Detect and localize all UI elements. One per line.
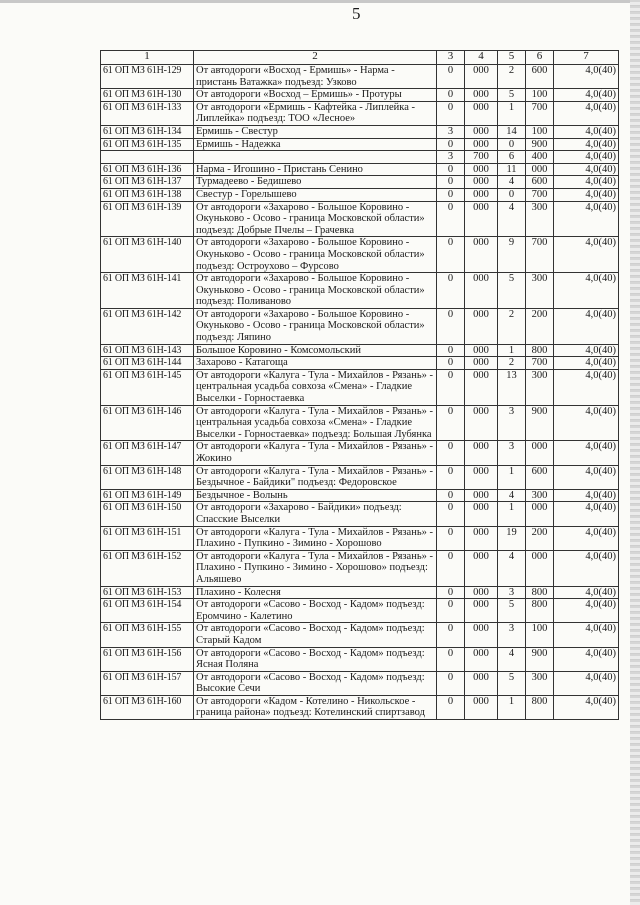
table-row [101,441,619,465]
col5-cell: 4 [498,201,526,237]
col4-cell: 000 [465,188,498,201]
col3-cell: 0 [437,369,465,405]
col5-cell: 1 [498,465,526,489]
table-row [101,405,619,441]
col6-cell: 800 [526,599,554,623]
col5-cell: 3 [498,623,526,647]
category-cell: 4,0(40) [554,163,619,176]
col5-cell: 5 [498,273,526,309]
col4-cell: 000 [465,273,498,309]
category-cell: 4,0(40) [554,369,619,405]
col6-cell: 300 [526,369,554,405]
road-code-cell: 61 ОП МЗ 61Н-154 [101,599,194,623]
col4-cell: 000 [465,101,498,125]
col5-cell: 14 [498,125,526,138]
col6-cell: 800 [526,586,554,599]
table-row [101,65,619,89]
category-cell: 4,0(40) [554,647,619,671]
category-cell: 4,0(40) [554,237,619,273]
col3-cell: 0 [437,586,465,599]
col6-cell: 600 [526,176,554,189]
col4-cell: 000 [465,489,498,502]
road-code-cell: 61 ОП МЗ 61Н-133 [101,101,194,125]
col6-cell: 900 [526,138,554,151]
table-row [101,273,619,309]
col3-cell: 0 [437,273,465,309]
road-code-cell: 61 ОП МЗ 61Н-141 [101,273,194,309]
col3-cell: 0 [437,465,465,489]
road-name-cell: От автодороги «Восход - Ермишь» - Нарма - пристань Ватажка» подъезд: Узково [194,65,437,89]
col6-cell: 600 [526,65,554,89]
road-name-cell: Большое Коровино - Комсомольский [194,344,437,357]
col3-cell: 0 [437,65,465,89]
col5-cell: 4 [498,647,526,671]
col5-cell: 1 [498,502,526,526]
col4-cell: 700 [465,151,498,164]
col3-cell: 0 [437,550,465,586]
category-cell: 4,0(40) [554,441,619,465]
table-row [101,502,619,526]
col3-cell: 0 [437,405,465,441]
table-body [101,65,619,720]
road-code-cell: 61 ОП МЗ 61Н-138 [101,188,194,201]
scan-right-edge [630,0,640,905]
col3-cell: 0 [437,441,465,465]
road-code-cell: 61 ОП МЗ 61Н-135 [101,138,194,151]
table-row [101,465,619,489]
category-cell: 4,0(40) [554,138,619,151]
category-cell: 4,0(40) [554,550,619,586]
table-row [101,151,619,164]
road-name-cell: От автодороги «Захарово - Большое Коровино - Окуньково - Осово - граница Московской области» подъезд: Добрые Пчелы – Грачевка [194,201,437,237]
category-cell: 4,0(40) [554,101,619,125]
col3-cell: 0 [437,308,465,344]
road-code-cell: 61 ОП МЗ 61Н-148 [101,465,194,489]
scan-top-edge [0,0,640,3]
col5-cell: 3 [498,441,526,465]
col3-cell: 0 [437,502,465,526]
col3-cell: 0 [437,89,465,102]
col3-cell: 0 [437,357,465,370]
col3-cell: 0 [437,526,465,550]
table-row [101,344,619,357]
category-cell: 4,0(40) [554,308,619,344]
col4-cell: 000 [465,526,498,550]
col4-cell: 000 [465,176,498,189]
road-code-cell: 61 ОП МЗ 61Н-145 [101,369,194,405]
road-code-cell: 61 ОП МЗ 61Н-134 [101,125,194,138]
road-name-cell: Ермишь - Свестур [194,125,437,138]
col3-cell: 0 [437,671,465,695]
col6-cell: 100 [526,125,554,138]
col6-cell: 200 [526,308,554,344]
col4-cell: 000 [465,138,498,151]
col3-cell: 0 [437,489,465,502]
category-cell: 4,0(40) [554,599,619,623]
col6-cell: 000 [526,163,554,176]
col4-cell: 000 [465,125,498,138]
col5-cell: 4 [498,489,526,502]
col6-cell: 900 [526,405,554,441]
road-name-cell: От автодороги «Калуга - Тула - Михайлов - Рязань» - Плахино - Пупкино - Зимино - Хорошово» подъезд: Альяшево [194,550,437,586]
column-header: 5 [498,51,526,65]
col5-cell: 11 [498,163,526,176]
table-row [101,237,619,273]
col6-cell: 300 [526,489,554,502]
col6-cell: 300 [526,671,554,695]
road-name-cell: От автодороги «Калуга - Тула - Михайлов - Рязань» - центральная усадьба совхоза «Смена» - Гладкие Выселки - Горностаевка» подъезд: Большая Лубянка [194,405,437,441]
table-row [101,489,619,502]
road-code-cell: 61 ОП МЗ 61Н-149 [101,489,194,502]
col4-cell: 000 [465,695,498,719]
col4-cell: 000 [465,647,498,671]
col3-cell: 0 [437,201,465,237]
col3-cell: 0 [437,695,465,719]
category-cell: 4,0(40) [554,405,619,441]
road-name-cell: От автодороги «Сасово - Восход - Кадом» подъезд: Высокие Сечи [194,671,437,695]
road-name-cell: От автодороги «Калуга - Тула - Михайлов - Рязань» - центральная усадьба совхоза «Смена» - Гладкие Выселки - Горностаевка [194,369,437,405]
col3-cell: 0 [437,163,465,176]
col4-cell: 000 [465,369,498,405]
col5-cell: 4 [498,550,526,586]
category-cell: 4,0(40) [554,151,619,164]
road-name-cell: От автодороги «Сасово - Восход - Кадом» подъезд: Старый Кадом [194,623,437,647]
col3-cell: 0 [437,344,465,357]
road-name-cell: Захарово - Катагоща [194,357,437,370]
road-code-cell: 61 ОП МЗ 61Н-155 [101,623,194,647]
category-cell: 4,0(40) [554,176,619,189]
col4-cell: 000 [465,550,498,586]
col6-cell: 000 [526,441,554,465]
col6-cell: 100 [526,89,554,102]
col5-cell: 13 [498,369,526,405]
road-name-cell: Бездычное - Волынь [194,489,437,502]
road-code-cell: 61 ОП МЗ 61Н-151 [101,526,194,550]
col5-cell: 1 [498,344,526,357]
road-name-cell [194,151,437,164]
road-name-cell: От автодороги «Сасово - Восход - Кадом» подъезд: Ясная Поляна [194,647,437,671]
col6-cell: 800 [526,344,554,357]
table-row [101,526,619,550]
category-cell: 4,0(40) [554,344,619,357]
category-cell: 4,0(40) [554,201,619,237]
col5-cell: 1 [498,101,526,125]
category-cell: 4,0(40) [554,188,619,201]
road-name-cell: От автодороги «Захарово - Большое Коровино - Окуньково - Осово - граница Московской области» подъезд: Остроухово – Фурсово [194,237,437,273]
road-code-cell: 61 ОП МЗ 61Н-144 [101,357,194,370]
col3-cell: 0 [437,138,465,151]
category-cell: 4,0(40) [554,273,619,309]
col6-cell: 200 [526,526,554,550]
col6-cell: 800 [526,695,554,719]
road-code-cell: 61 ОП МЗ 61Н-137 [101,176,194,189]
col6-cell: 300 [526,201,554,237]
col5-cell: 19 [498,526,526,550]
table-row [101,671,619,695]
table-row [101,586,619,599]
column-header: 7 [554,51,619,65]
road-name-cell: Нарма - Игошино - Пристань Сенино [194,163,437,176]
column-header: 4 [465,51,498,65]
roads-table [100,50,619,720]
col3-cell: 0 [437,176,465,189]
col3-cell: 0 [437,647,465,671]
col4-cell: 000 [465,344,498,357]
col5-cell: 3 [498,586,526,599]
col4-cell: 000 [465,671,498,695]
category-cell: 4,0(40) [554,357,619,370]
table-row [101,101,619,125]
road-name-cell: От автодороги «Калуга - Тула - Михайлов - Рязань» - Бездычное - Байдики" подъезд: Федоровское [194,465,437,489]
road-code-cell: 61 ОП МЗ 61Н-146 [101,405,194,441]
road-name-cell: От автодороги «Захарово - Байдики» подъезд: Спасские Выселки [194,502,437,526]
table-row [101,138,619,151]
col4-cell: 000 [465,89,498,102]
col5-cell: 1 [498,695,526,719]
category-cell: 4,0(40) [554,526,619,550]
col4-cell: 000 [465,65,498,89]
road-code-cell: 61 ОП МЗ 61Н-136 [101,163,194,176]
road-name-cell: Ермишь - Надежка [194,138,437,151]
col6-cell: 000 [526,550,554,586]
table-row [101,176,619,189]
table-row [101,357,619,370]
road-code-cell: 61 ОП МЗ 61Н-130 [101,89,194,102]
col6-cell: 400 [526,151,554,164]
table-row [101,308,619,344]
column-header: 2 [194,51,437,65]
road-name-cell: Свестур - Горелышево [194,188,437,201]
col3-cell: 0 [437,599,465,623]
road-name-cell: От автодороги «Калуга - Тула - Михайлов - Рязань» - Плахино - Пупкино - Зимино - Хорошово [194,526,437,550]
col4-cell: 000 [465,163,498,176]
table-row [101,89,619,102]
road-code-cell: 61 ОП МЗ 61Н-152 [101,550,194,586]
road-code-cell: 61 ОП МЗ 61Н-140 [101,237,194,273]
road-name-cell: Плахино - Колесня [194,586,437,599]
col5-cell: 0 [498,188,526,201]
page-number: 5 [352,4,361,23]
road-code-cell [101,151,194,164]
category-cell: 4,0(40) [554,65,619,89]
category-cell: 4,0(40) [554,489,619,502]
col6-cell: 000 [526,502,554,526]
category-cell: 4,0(40) [554,465,619,489]
road-name-cell: От автодороги «Калуга - Тула - Михайлов - Рязань» - Жокино [194,441,437,465]
road-name-cell: От автодороги «Восход – Ермишь» - Протуры [194,89,437,102]
road-code-cell: 61 ОП МЗ 61Н-150 [101,502,194,526]
col5-cell: 6 [498,151,526,164]
table-row [101,695,619,719]
col4-cell: 000 [465,599,498,623]
category-cell: 4,0(40) [554,623,619,647]
col6-cell: 600 [526,465,554,489]
road-name-cell: От автодороги «Ермишь - Кафтейка - Липлейка - Липлейка» подъезд: ТОО «Лесное» [194,101,437,125]
col4-cell: 000 [465,308,498,344]
col3-cell: 0 [437,188,465,201]
table-row [101,599,619,623]
road-code-cell: 61 ОП МЗ 61Н-157 [101,671,194,695]
table-row [101,647,619,671]
col4-cell: 000 [465,441,498,465]
table-row [101,369,619,405]
road-code-cell: 61 ОП МЗ 61Н-129 [101,65,194,89]
category-cell: 4,0(40) [554,89,619,102]
road-name-cell: От автодороги «Захарово - Большое Коровино - Окуньково - Осово - граница Московской области» подъезд: Поливаново [194,273,437,309]
col3-cell: 0 [437,623,465,647]
category-cell: 4,0(40) [554,695,619,719]
col4-cell: 000 [465,237,498,273]
category-cell: 4,0(40) [554,671,619,695]
road-name-cell: Турмадеево - Бедишево [194,176,437,189]
road-code-cell: 61 ОП МЗ 61Н-156 [101,647,194,671]
category-cell: 4,0(40) [554,125,619,138]
col3-cell: 3 [437,151,465,164]
col5-cell: 2 [498,308,526,344]
col3-cell: 3 [437,125,465,138]
col3-cell: 0 [437,101,465,125]
col6-cell: 700 [526,188,554,201]
col5-cell: 5 [498,671,526,695]
col5-cell: 5 [498,89,526,102]
col5-cell: 9 [498,237,526,273]
road-name-cell: От автодороги «Захарово - Большое Коровино - Окуньково - Осово - граница Московской области» подъезд: Ляпино [194,308,437,344]
table-row [101,550,619,586]
category-cell: 4,0(40) [554,502,619,526]
road-code-cell: 61 ОП МЗ 61Н-139 [101,201,194,237]
col4-cell: 000 [465,502,498,526]
column-header: 1 [101,51,194,65]
category-cell: 4,0(40) [554,586,619,599]
col4-cell: 000 [465,586,498,599]
road-code-cell: 61 ОП МЗ 61Н-142 [101,308,194,344]
road-code-cell: 61 ОП МЗ 61Н-153 [101,586,194,599]
table-row [101,201,619,237]
col6-cell: 700 [526,237,554,273]
col4-cell: 000 [465,405,498,441]
table-row [101,188,619,201]
road-name-cell: От автодороги «Сасово - Восход - Кадом» подъезд: Еромчино - Калетино [194,599,437,623]
col4-cell: 000 [465,623,498,647]
col5-cell: 2 [498,357,526,370]
road-code-cell: 61 ОП МЗ 61Н-160 [101,695,194,719]
table-row [101,125,619,138]
col4-cell: 000 [465,201,498,237]
col6-cell: 700 [526,101,554,125]
table-header-row [101,51,619,65]
table-row [101,623,619,647]
col6-cell: 700 [526,357,554,370]
col6-cell: 900 [526,647,554,671]
table-row [101,163,619,176]
road-code-cell: 61 ОП МЗ 61Н-147 [101,441,194,465]
col5-cell: 4 [498,176,526,189]
col5-cell: 3 [498,405,526,441]
col6-cell: 100 [526,623,554,647]
column-header: 3 [437,51,465,65]
col4-cell: 000 [465,357,498,370]
col5-cell: 2 [498,65,526,89]
col6-cell: 300 [526,273,554,309]
road-code-cell: 61 ОП МЗ 61Н-143 [101,344,194,357]
col5-cell: 0 [498,138,526,151]
column-header: 6 [526,51,554,65]
col5-cell: 5 [498,599,526,623]
col3-cell: 0 [437,237,465,273]
road-name-cell: От автодороги «Кадом - Котелино - Никольское - граница района» подъезд: Котелинский спиртзавод [194,695,437,719]
col4-cell: 000 [465,465,498,489]
